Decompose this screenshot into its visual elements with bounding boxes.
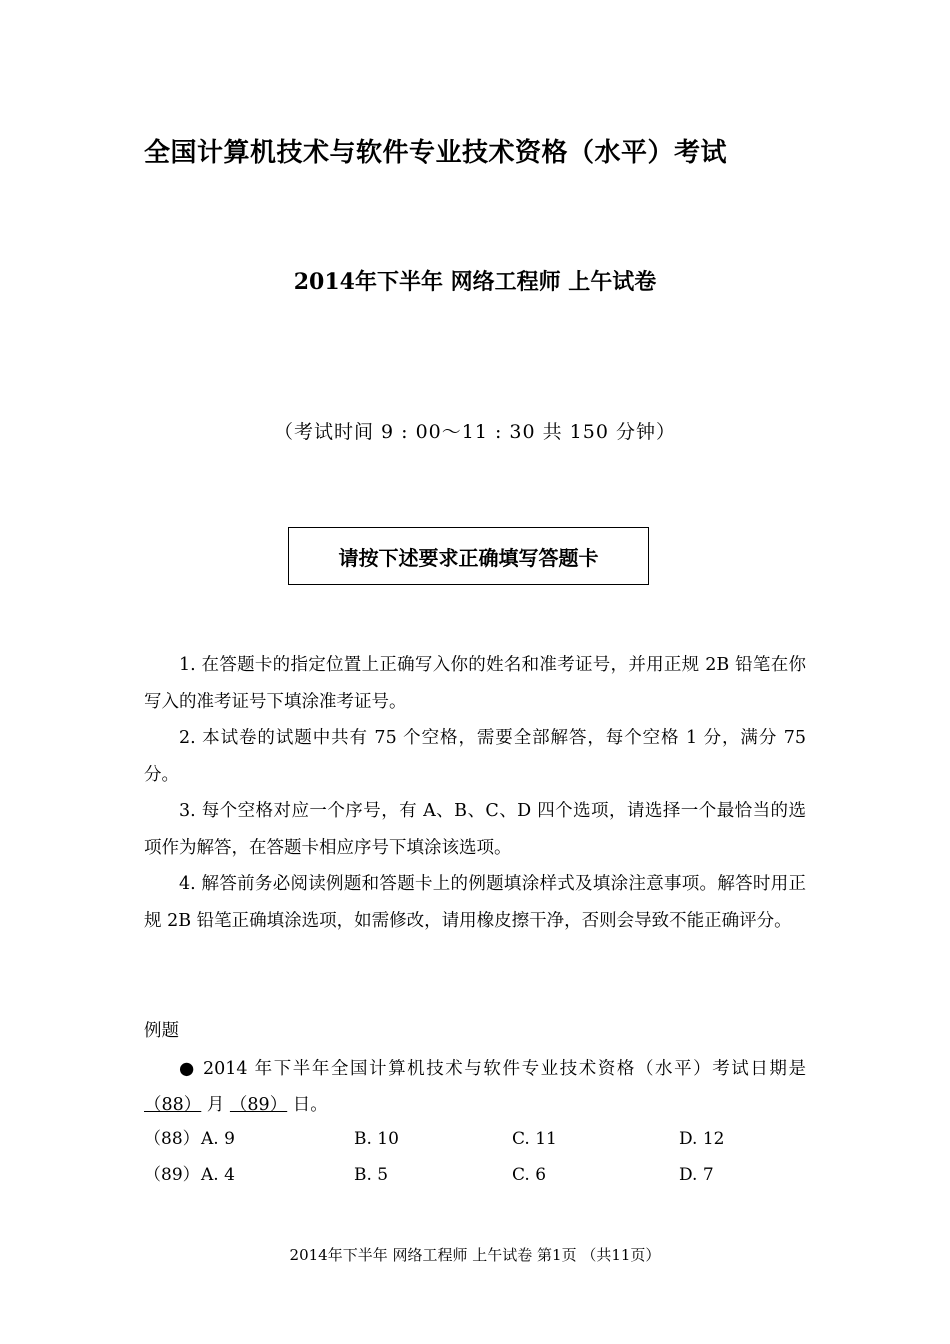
page-footer: 2014年下半年 网络工程师 上午试卷 第1页 （共11页） — [289, 1246, 661, 1264]
option-b: B. 10 — [354, 1129, 399, 1149]
question-text: 2014 年下半年全国计算机技术与软件专业技术资格（水平）考试日期是 — [202, 1059, 806, 1079]
blank-89: （89） — [229, 1095, 288, 1115]
paper-subtitle: 2014年下半年 网络工程师 上午试卷 — [293, 269, 657, 295]
instruction-item: 4. 解答前务必阅读例题和答题卡上的例题填涂样式及填涂注意事项。解答时用正规 2B 铅笔正确填涂选项，如需修改，请用橡皮擦干净，否则会导致不能正确评分。 — [144, 874, 806, 931]
option-d: D. 12 — [679, 1129, 725, 1149]
option-a: A. 9 — [201, 1129, 235, 1149]
instruction-item: 3. 每个空格对应一个序号，有 A、B、C、D 四个选项，请选择一个最恰当的选项作为解答，在答题卡相应序号下填涂该选项。 — [144, 801, 806, 858]
instruction-item: 2. 本试卷的试题中共有 75 个空格，需要全部解答，每个空格 1 分，满分 75 分。 — [144, 728, 806, 785]
option-b: B. 5 — [354, 1165, 389, 1185]
question-text-day: 日。 — [287, 1095, 328, 1115]
option-number: （89） — [144, 1165, 200, 1185]
option-row-89 — [144, 1160, 806, 1190]
example-question — [144, 1051, 806, 1123]
answer-card-notice: 请按下述要求正确填写答题卡 — [338, 545, 599, 570]
bullet-icon: ● — [179, 1059, 196, 1079]
option-row-88 — [144, 1124, 806, 1154]
instruction-item: 1. 在答题卡的指定位置上正确写入你的姓名和准考证号，并用正规 2B 铅笔在你写入的准考证号下填涂准考证号。 — [144, 655, 806, 712]
option-d: D. 7 — [679, 1165, 714, 1185]
question-text-month: 月 — [201, 1095, 230, 1115]
blank-88: （88） — [144, 1095, 202, 1115]
option-a: A. 4 — [201, 1165, 235, 1185]
instructions — [144, 647, 806, 939]
option-c: C. 11 — [512, 1129, 557, 1149]
exam-time: （考试时间 9 : 00～11 : 30 共 150 分钟） — [273, 421, 676, 443]
answer-card-notice-box — [288, 527, 649, 585]
option-c: C. 6 — [512, 1165, 547, 1185]
option-number: （88） — [144, 1129, 200, 1149]
exam-title: 全国计算机技术与软件专业技术资格（水平）考试 — [144, 138, 728, 168]
example-label: 例题 — [144, 1021, 179, 1041]
